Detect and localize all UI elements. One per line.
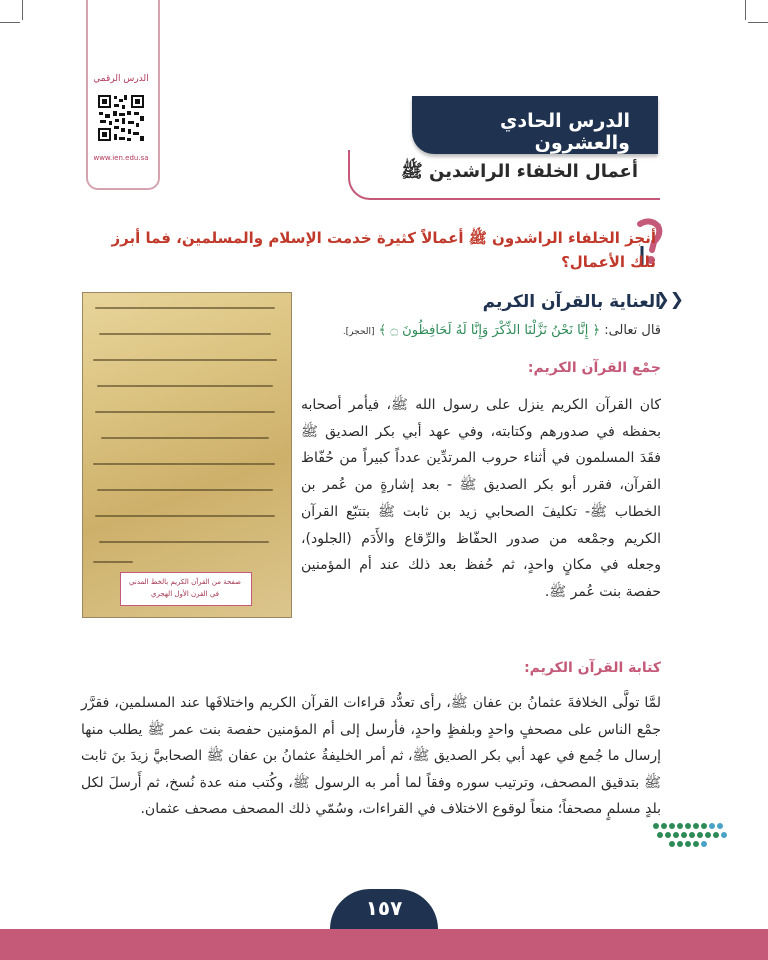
section-heading: العناية بالقرآن الكريم [482,292,661,312]
crop-mark [745,0,746,20]
lesson-number-banner [412,96,658,154]
digital-lesson-label: الدرس الرقمي [93,74,149,84]
caption-line-1: صفحة من القرآن الكريم بالخط المدني [129,578,241,586]
verse-intro: قال تعالى: [604,323,661,338]
qr-code-icon[interactable] [97,94,145,142]
manuscript-image [82,292,292,618]
crop-mark [0,22,20,23]
website-link[interactable]: www.ien.edu.sa [93,154,149,162]
verse-source: [الحجر]. [342,327,375,337]
collect-heading: جمْع القرآن الكريم: [527,360,661,376]
lesson-title: أعمال الخلفاء الراشدين ﷺ [401,161,638,182]
verse-line [261,323,661,338]
write-heading: كتابة القرآن الكريم: [524,660,661,676]
quran-verse: ﴿ إِنَّا نَحْنُ نَزَّلْنَا الذِّكْرَ وَإِنَّا لَهُ لَحَافِظُونَ ۝ ﴾ [378,323,601,338]
ministry-logo-icon [650,818,728,854]
collect-paragraph: كان القرآن الكريم ينزل على رسول الله ﷺ، فيأمر أصحابه بحفظه في صدورهم وكتابته، وفي عهد أبي بكر الصديق ﷺ فقَدَ المسلمون في أثناء حروب المرتدِّين عدداً كبيراً من حُفّاظ القرآن، فقرر أبو بكر الصديق ﷺ - بعد إشارةٍ من عُمر بن الخطاب ﷺ- تكليفَ الصحابي زيد بن ثابت ﷺ بتتبّع القرآن الكريم وجمْعه من صدور الحفّاظ والرِّقاع والأَدَم (الجلود)، وجعله في مكانٍ واحدٍ، ثم حُفظ بعد ذلك عند أم المؤمنين حفصة بنت عُمر ﷺ. [301,397,661,600]
footer-band [0,929,768,960]
lesson-number: الدرس الحادي والعشرون [499,110,630,154]
image-caption [122,576,248,600]
double-chevron-icon: ❯❯ [655,290,684,310]
write-paragraph: لمَّا تولَّى الخلافةَ عثمانُ بن عفان ﷺ، رأى تعدُّد قراءات القرآن الكريم واختلافَها عند المسلمين، فقرَّر جمْع الناس على مصحفٍ واحدٍ وبلفظٍ واحدٍ، فأرسل إلى أم المؤمنين حفصة بنت عمر ﷺ يطلب منها إرسال ما جُمع في عهد أبي بكر الصديق ﷺ، ثم أمر الخليفةُ عثمانُ بن عفان ﷺ الصحابيَّ زيدَ بنَ ثابت ﷺ بتدقيق المصحف، وترتيب سوره وفقاً لما أمر به الرسول ﷺ، وكُتب منه عدة نُسخ، ثم أَرسلَ لكل بلدٍ مسلمٍ مصحفاً؛ منعاً لوقوع الاختلاف في القراءات، وسُمّي ذلك المصحف مصحف عثمان. [81,695,661,817]
crop-mark [748,22,768,23]
page-number: ١٥٧ [365,896,403,920]
caption-line-2: في القرن الأول الهجري [150,590,220,598]
lesson-title-box [348,150,660,200]
crop-mark [22,0,23,20]
lesson-question: أنجز الخلفاء الراشدون ﷺ أعمالاً كثيرة خدمت الإسلام والمسلمين، فما أبرز تلك الأعمال؟ [111,229,656,271]
